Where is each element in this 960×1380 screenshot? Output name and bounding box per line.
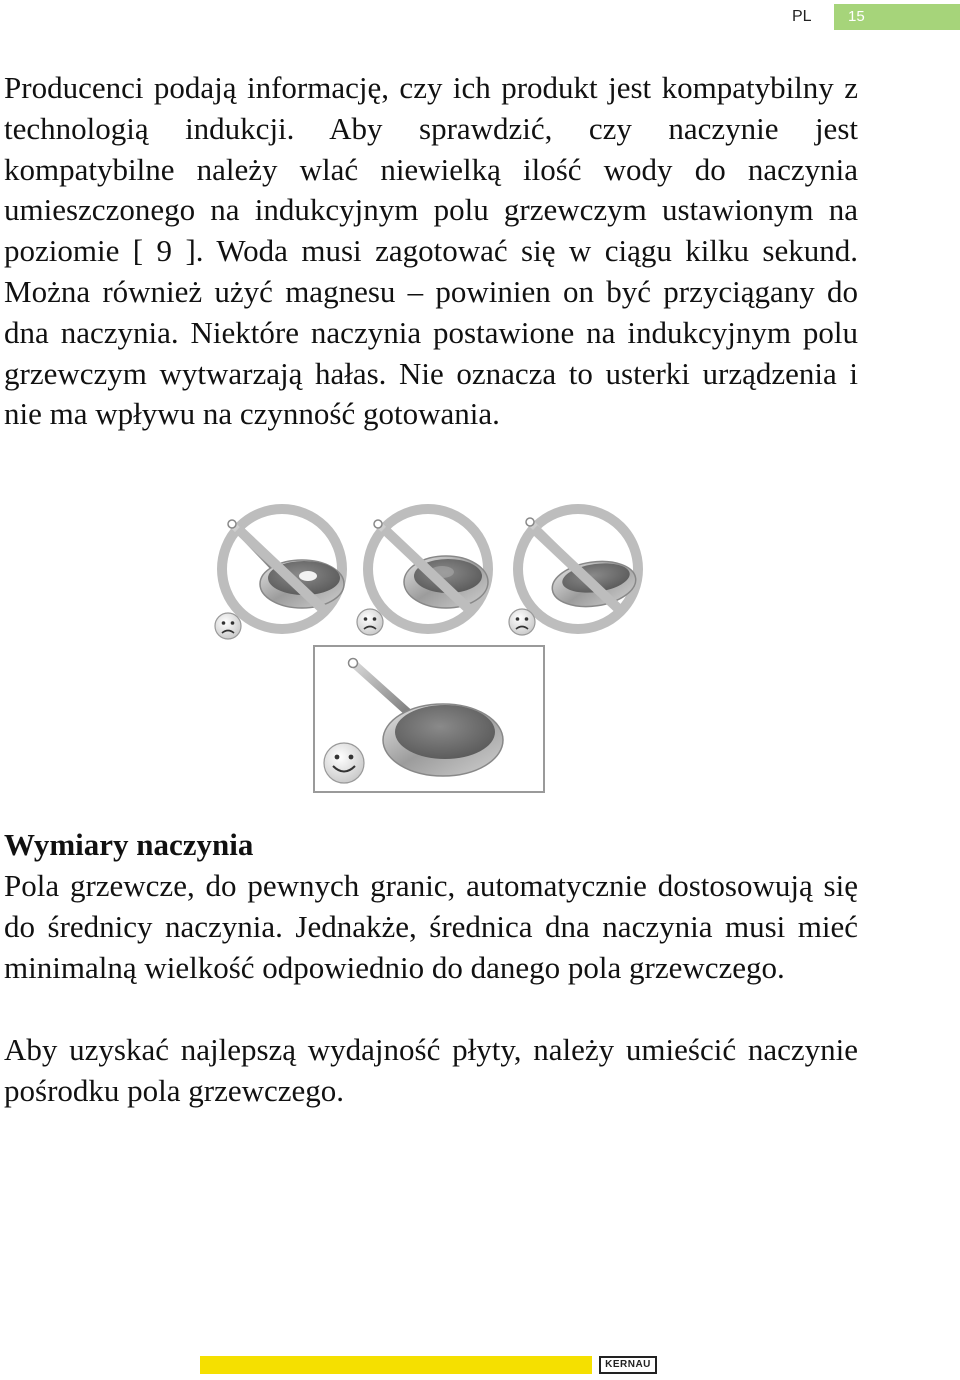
language-label: PL bbox=[792, 8, 812, 25]
wrong-pan-1 bbox=[210, 504, 355, 644]
page-number-badge bbox=[834, 4, 960, 30]
wrong-pan-3 bbox=[506, 504, 651, 644]
correct-pan bbox=[313, 645, 547, 795]
section-title: Wymiary naczynia bbox=[4, 827, 254, 862]
wrong-pan-2 bbox=[356, 504, 501, 644]
compatibility-paragraph: Producenci podają informację, czy ich produkt jest kompatybilny z technologią indukcji. Aby sprawdzić, czy naczynie jest kompatybilne należy wlać niewielką ilość wody do naczynia umieszczonego na indukcyjnym polu grzewczym ustawionym na poziomie [ 9 ]. Woda musi zagotować się w ciągu kilku sekund. Można również użyć magnesu – powinien on być przyciągany do dna naczynia. Niektóre naczynia postawione na indukcyjnym polu grzewczym wytwarzają hałas. Nie oznacza to usterki urządzenia i nie ma wpływu na czynność gotowania. bbox=[4, 70, 858, 432]
page-number: 15 bbox=[848, 8, 865, 25]
prohibited-pan-uneven-bottom-icon bbox=[356, 504, 501, 644]
dimensions-paragraph: Pola grzewcze, do pewnych granic, automatycznie dostosowują się do średnicy naczynia. Jednakże, średnica dna naczynia musi mieć minimalną wielkość odpowiednio do danego pola grzewczego. bbox=[4, 868, 858, 985]
prohibited-pan-tilted-icon bbox=[506, 504, 651, 644]
placement-paragraph: Aby uzyskać najlepszą wydajność płyty, należy umieścić naczynie pośrodku pola grzewczego. bbox=[4, 1032, 858, 1108]
brand-logo: KERNAU bbox=[599, 1356, 657, 1374]
footer-bar bbox=[200, 1356, 592, 1374]
correct-pan-icon bbox=[313, 645, 547, 795]
prohibited-pan-on-small-zone-icon bbox=[210, 504, 355, 644]
